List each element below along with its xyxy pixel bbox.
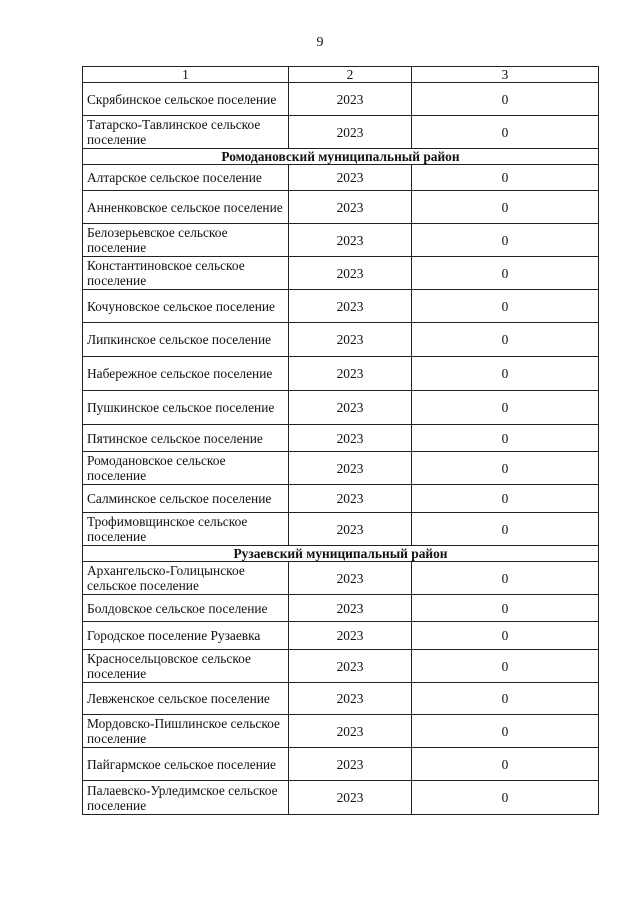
value-cell: 0 (412, 452, 599, 485)
table-row (83, 425, 599, 452)
value-cell: 0 (412, 513, 599, 546)
year-cell: 2023 (289, 562, 412, 595)
year-cell: 2023 (289, 290, 412, 323)
year-cell: 2023 (289, 452, 412, 485)
table-row (83, 748, 599, 781)
year-cell: 2023 (289, 595, 412, 622)
value-cell: 0 (412, 116, 599, 149)
table-row (83, 165, 599, 191)
value-cell: 0 (412, 622, 599, 650)
value-cell: 0 (412, 715, 599, 748)
settlement-name: Липкинское сельское поселение (83, 323, 289, 357)
table-row (83, 391, 599, 425)
page-number: 9 (316, 35, 324, 50)
year-cell: 2023 (289, 391, 412, 425)
table-row (83, 650, 599, 683)
table-row (83, 595, 599, 622)
year-cell: 2023 (289, 485, 412, 513)
section-header-row (83, 149, 599, 165)
settlement-name: Ромодановское сельское поселение (83, 452, 289, 485)
settlement-name: Палаевско-Урледимское сельское поселение (83, 781, 289, 815)
table-row (83, 224, 599, 257)
value-cell: 0 (412, 562, 599, 595)
value-cell: 0 (412, 781, 599, 815)
table-row (83, 83, 599, 116)
column-header: 1 (83, 67, 289, 83)
year-cell: 2023 (289, 650, 412, 683)
settlement-name: Трофимовщинское сельское поселение (83, 513, 289, 546)
settlement-name: Пайгармское сельское поселение (83, 748, 289, 781)
year-cell: 2023 (289, 83, 412, 116)
settlement-name: Пушкинское сельское поселение (83, 391, 289, 425)
year-cell: 2023 (289, 224, 412, 257)
value-cell: 0 (412, 485, 599, 513)
table-row (83, 290, 599, 323)
data-table (82, 66, 599, 815)
year-cell: 2023 (289, 116, 412, 149)
value-cell: 0 (412, 425, 599, 452)
year-cell: 2023 (289, 323, 412, 357)
year-cell: 2023 (289, 191, 412, 224)
table-row (83, 562, 599, 595)
table-row (83, 781, 599, 815)
value-cell: 0 (412, 650, 599, 683)
table-row (83, 116, 599, 149)
year-cell: 2023 (289, 748, 412, 781)
table-row (83, 323, 599, 357)
settlement-name: Константиновское сельское поселение (83, 257, 289, 290)
year-cell: 2023 (289, 513, 412, 546)
settlement-name: Левженское сельское поселение (83, 683, 289, 715)
section-title: Рузаевский муниципальный район (83, 546, 599, 562)
value-cell: 0 (412, 257, 599, 290)
settlement-name: Анненковское сельское поселение (83, 191, 289, 224)
value-cell: 0 (412, 357, 599, 391)
section-title: Ромодановский муниципальный район (83, 149, 599, 165)
settlement-name: Болдовское сельское поселение (83, 595, 289, 622)
column-header: 2 (289, 67, 412, 83)
settlement-name: Мордовско-Пишлинское сельское поселение (83, 715, 289, 748)
settlement-name: Татарско-Тавлинское сельское поселение (83, 116, 289, 149)
value-cell: 0 (412, 191, 599, 224)
value-cell: 0 (412, 165, 599, 191)
section-header-row (83, 546, 599, 562)
settlement-name: Городское поселение Рузаевка (83, 622, 289, 650)
table-row (83, 683, 599, 715)
year-cell: 2023 (289, 683, 412, 715)
value-cell: 0 (412, 748, 599, 781)
settlement-name: Кочуновское сельское поселение (83, 290, 289, 323)
table-row (83, 622, 599, 650)
year-cell: 2023 (289, 257, 412, 290)
year-cell: 2023 (289, 622, 412, 650)
settlement-name: Пятинское сельское поселение (83, 425, 289, 452)
settlement-name: Архангельско-Голицынское сельское поселение (83, 562, 289, 595)
settlement-name: Алтарское сельское поселение (83, 165, 289, 191)
value-cell: 0 (412, 290, 599, 323)
table-row (83, 452, 599, 485)
year-cell: 2023 (289, 165, 412, 191)
table-row (83, 513, 599, 546)
year-cell: 2023 (289, 357, 412, 391)
settlement-name: Скрябинское сельское поселение (83, 83, 289, 116)
value-cell: 0 (412, 323, 599, 357)
table-row (83, 357, 599, 391)
table-row (83, 715, 599, 748)
table-row (83, 191, 599, 224)
column-header: 3 (412, 67, 599, 83)
settlement-name: Белозерьевское сельское поселение (83, 224, 289, 257)
settlement-name: Набережное сельское поселение (83, 357, 289, 391)
value-cell: 0 (412, 595, 599, 622)
value-cell: 0 (412, 224, 599, 257)
value-cell: 0 (412, 83, 599, 116)
table-header-row (83, 67, 599, 83)
year-cell: 2023 (289, 781, 412, 815)
value-cell: 0 (412, 683, 599, 715)
settlement-name: Красносельцовское сельское поселение (83, 650, 289, 683)
table-row (83, 257, 599, 290)
value-cell: 0 (412, 391, 599, 425)
settlement-name: Салминское сельское поселение (83, 485, 289, 513)
year-cell: 2023 (289, 425, 412, 452)
year-cell: 2023 (289, 715, 412, 748)
table-row (83, 485, 599, 513)
